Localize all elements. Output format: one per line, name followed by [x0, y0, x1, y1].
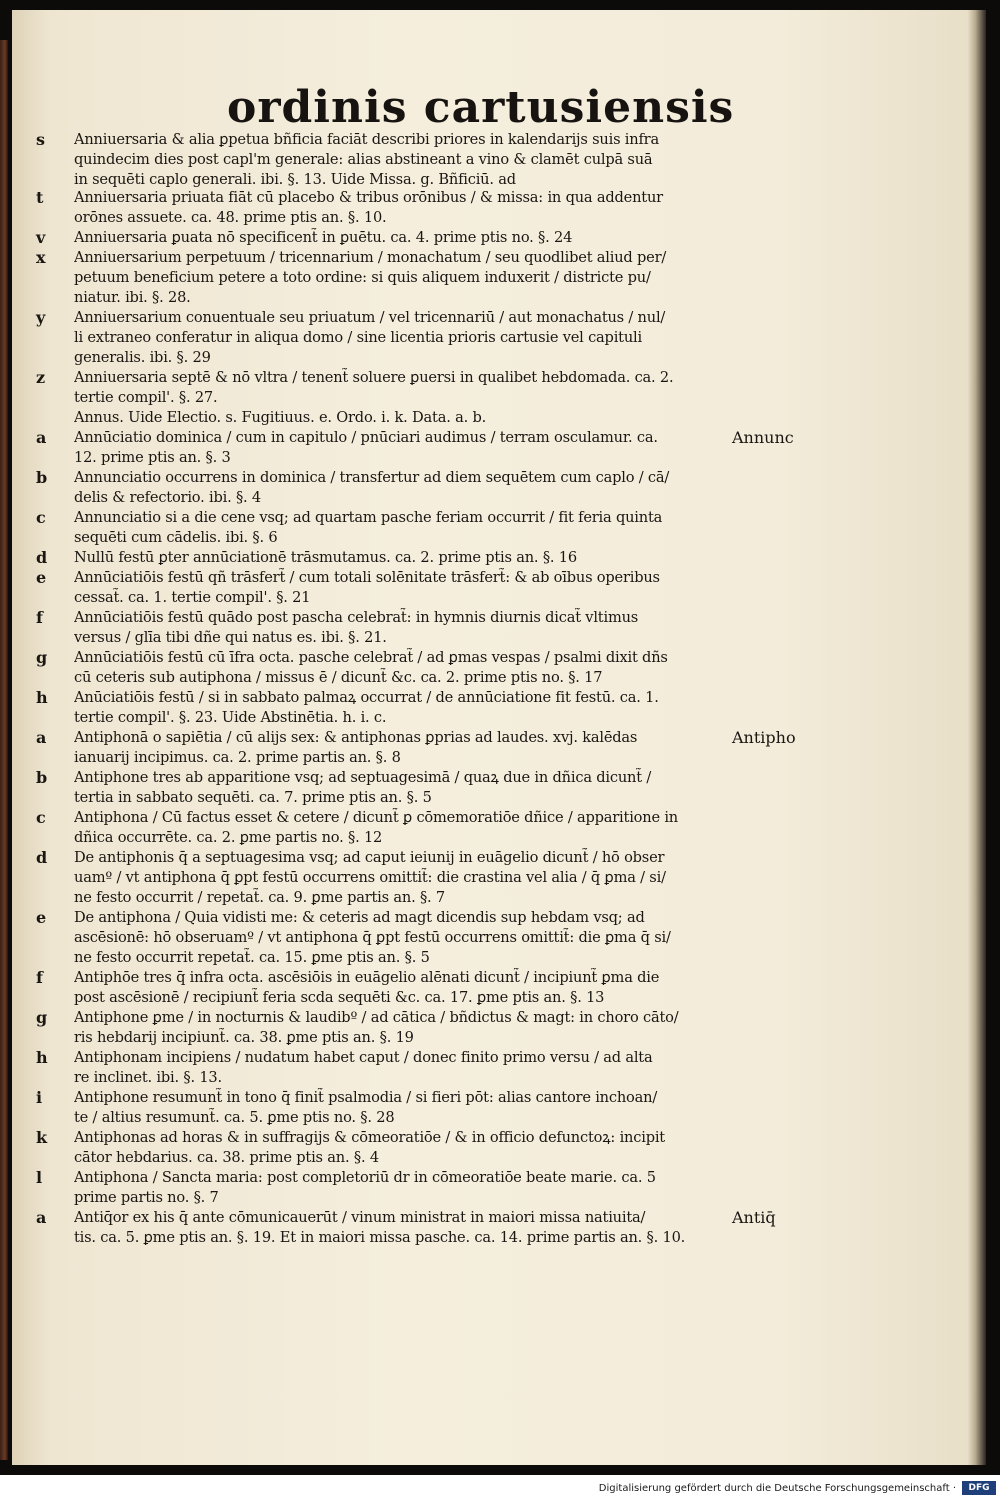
entry-line: Annunciatio occurrens in dominica / transfertur ad diem sequētem cum caplo / cā/: [74, 469, 670, 486]
entry-line: Antiphone tres ab apparitione vsq; ad septuagesimā / quaꝝ due in dñica dicunt̃ /: [74, 769, 652, 786]
entry-line: uamº / vt antiphona q̄ ꝑpt festū occurrens omittit̃: die crastina vel alia / q̄ ꝑma / si/: [74, 869, 666, 886]
entry-line: Anniuersaria & alia ꝑpetua bñficia faciāt describi priores in kalendarijs suis infra: [74, 131, 659, 148]
entry-line: prime partis no. §. 7: [74, 1189, 219, 1206]
entry-line: Antiphona / Cū factus esset & cetere / dicunt̃ ꝑ cōmemoratiōe dñice / apparitione in: [74, 809, 678, 826]
entry-line: tertia in sabbato sequēti. ca. 7. prime ptis an. §. 5: [74, 789, 432, 806]
margin-letter: z: [36, 368, 46, 387]
entry-line: sequēti cum cādelis. ibi. §. 6: [74, 529, 278, 546]
dfg-logo: DFG: [962, 1481, 996, 1495]
entry-line: Antiphona / Sancta maria: post completoriū dr in cōmeoratiōe beate marie. ca. 5: [74, 1169, 656, 1186]
margin-letter: e: [36, 908, 47, 927]
marginal-heading: Annunc: [732, 428, 794, 447]
entry-line: versus / glīa tibi dñe qui natus es. ibi. §. 21.: [74, 629, 387, 646]
entry-line: te / altius resumunt̃. ca. 5. ꝑme ptis no. §. 28: [74, 1109, 395, 1126]
margin-letter: h: [36, 1048, 48, 1067]
margin-letter: t: [36, 188, 44, 207]
entry-line: dñica occurrēte. ca. 2. ꝑme partis no. §. 12: [74, 829, 383, 846]
margin-letter: g: [36, 648, 48, 667]
entry-line: De antiphonis q̄ a septuagesima vsq; ad caput ieiunij in euāgelio dicunt̃ / hō obser: [74, 849, 665, 866]
entry-line: Antiphone resumunt̃ in tono q̄ finit̃ psalmodia / si fieri pōt: alias cantore inchoan/: [74, 1089, 658, 1106]
entry-line: ne festo occurrit repetat̃. ca. 15. ꝑme ptis an. §. 5: [74, 949, 430, 966]
margin-letter: f: [36, 968, 43, 987]
margin-letter: i: [36, 1088, 43, 1107]
funding-credit: Digitalisierung gefördert durch die Deutsche Forschungsgemeinschaft ·: [598, 1483, 956, 1494]
entry-line: De antiphona / Quia vidisti me: & ceteris ad magt dicendis sup hebdam vsq; ad: [74, 909, 645, 926]
entry-line: cū ceteris sub autiphona / missus ē / dicunt̃ &c. ca. 2. prime ptis no. §. 17: [74, 669, 603, 686]
marginal-heading: Antiq̄: [732, 1208, 776, 1227]
margin-letter: v: [36, 228, 46, 247]
entry-line: ascēsionē: hō obseruamº / vt antiphona q̄ ꝑpt festū occurrens omittit̃: die ꝑma q̄ si/: [74, 929, 671, 946]
entry-line: delis & refectorio. ibi. §. 4: [74, 489, 262, 506]
entry-line: Antiphonam incipiens / nudatum habet caput / donec finito primo versu / ad alta: [74, 1049, 653, 1066]
margin-letter: a: [36, 428, 47, 447]
entry-line: ris hebdarij incipiunt̃. ca. 38. ꝑme ptis an. §. 19: [74, 1029, 414, 1046]
margin-letter: a: [36, 728, 47, 747]
entry-line: Annūciatiōis festū quādo post pascha celebrat̃: in hymnis diurnis dicat̃ vltimus: [74, 609, 639, 626]
margin-letter: f: [36, 608, 43, 627]
entry-line: Anūciatiōis festū / si in sabbato palmaꝝ occurrat / de annūciatione fit festū. ca. 1.: [74, 689, 659, 706]
entry-line: Anniuersaria ꝑuata nō specificent̃ in ꝑuētu. ca. 4. prime ptis no. §. 24: [74, 229, 573, 246]
entry-line: Antiq̄or ex his q̄ ante cōmunicauerūt / vinum ministrat in maiori missa natiuita/: [74, 1209, 646, 1226]
entry-line: orōnes assuete. ca. 48. prime ptis an. §. 10.: [74, 209, 387, 226]
entry-line: Anniuersarium conuentuale seu priuatum / vel tricennariū / aut monachatus / nul/: [74, 309, 666, 326]
margin-letter: a: [36, 1208, 47, 1227]
entry-line: cātor hebdarius. ca. 38. prime ptis an. §. 4: [74, 1149, 379, 1166]
entry-line: Antiphonas ad horas & in suffragijs & cōmeoratiōe / & in officio defunctoꝝ: incipit: [74, 1129, 665, 1146]
margin-letter: e: [36, 568, 47, 587]
margin-letter: k: [36, 1128, 48, 1147]
entry-line: tertie compil'. §. 23. Uide Abstinētia. h. i. c.: [74, 709, 387, 726]
margin-letter: d: [36, 848, 48, 867]
page-title: ordinis cartusiensis: [227, 82, 735, 133]
entry-line: re inclinet. ibi. §. 13.: [74, 1069, 222, 1086]
entry-line: cessat̃. ca. 1. tertie compil'. §. 21: [74, 589, 311, 606]
entry-line: in sequēti caplo generali. ibi. §. 13. Uide Missa. g. Bñficiū. ad: [74, 171, 516, 188]
entry-line: niatur. ibi. §. 28.: [74, 289, 191, 306]
book-page: [12, 10, 972, 1465]
margin-letter: y: [36, 308, 46, 327]
entry-line: Antiphōe tres q̄ infra octa. ascēsiōis in euāgelio alēnati dicunt̃ / incipiunt̃ ꝑma die: [74, 969, 660, 986]
entry-line: Annunciatio si a die cene vsq; ad quartam pasche feriam occurrit / fit feria quinta: [74, 509, 663, 526]
margin-letter: c: [36, 508, 46, 527]
entry-line: tis. ca. 5. ꝑme ptis an. §. 19. Et in maiori missa pasche. ca. 14. prime partis an. §. 10.: [74, 1229, 686, 1246]
entry-line: tertie compil'. §. 27.: [74, 389, 218, 406]
margin-letter: g: [36, 1008, 48, 1027]
entry-line: post ascēsionē / recipiunt̃ feria scda sequēti &c. ca. 17. ꝑme ptis an. §. 13: [74, 989, 605, 1006]
entry-line: petuum beneficium petere a toto ordine: si quis aliquem induxerit / districte pu/: [74, 269, 651, 286]
entry-line: generalis. ibi. §. 29: [74, 349, 211, 366]
entry-line: Antiphonā o sapiētia / cū alijs sex: & antiphonas ꝑprias ad laudes. xvj. kalēdas: [74, 729, 638, 746]
entry-line: Anniuersarium perpetuum / tricennarium / monachatum / seu quodlibet aliud per/: [74, 249, 667, 266]
margin-letter: l: [36, 1168, 43, 1187]
entry-line: ianuarij incipimus. ca. 2. prime partis an. §. 8: [74, 749, 401, 766]
entry-line: Anniuersaria priuata fiāt cū placebo & tribus orōnibus / & missa: in qua addentur: [74, 189, 663, 206]
entry-line: quindecim dies post capl'm generale: alias abstineant a vino & clamēt culpā suā: [74, 151, 653, 168]
entry-line: Annūciatio dominica / cum in capitulo / pnūciari audimus / terram osculamur. ca.: [74, 429, 658, 446]
entry-line: Annus. Uide Electio. s. Fugitiuus. e. Ordo. i. k. Data. a. b.: [74, 409, 487, 426]
margin-letter: h: [36, 688, 48, 707]
margin-letter: b: [36, 468, 48, 487]
marginal-heading: Antipho: [732, 728, 796, 747]
margin-letter: s: [36, 130, 46, 149]
entry-line: Annūciatiōis festū qñ trāsfert̃ / cum totali solēnitate trāsfert̃: & ab oībus operibus: [74, 569, 660, 586]
entry-line: 12. prime ptis an. §. 3: [74, 449, 231, 466]
page-edge: [968, 10, 986, 1465]
margin-letter: c: [36, 808, 46, 827]
entry-line: Anniuersaria septē & nō vltra / tenent̃ soluere ꝑuersi in qualibet hebdomada. ca. 2.: [74, 369, 674, 386]
entry-line: Nullū festū ꝑter annūciationē trāsmutamus. ca. 2. prime ptis an. §. 16: [74, 549, 577, 566]
entry-line: li extraneo conferatur in aliqua domo / sine licentia prioris cartusie vel capituli: [74, 329, 642, 346]
book-spine: [0, 40, 8, 1460]
margin-letter: b: [36, 768, 48, 787]
entry-line: ne festo occurrit / repetat̃. ca. 9. ꝑme partis an. §. 7: [74, 889, 446, 906]
entry-line: Antiphone ꝑme / in nocturnis & laudibº / ad cātica / bñdictus & magt: in choro cāto/: [74, 1009, 679, 1026]
entry-line: Annūciatiōis festū cū īfra octa. pasche celebrat̃ / ad ꝑmas vespas / psalmi dixit dñs: [74, 649, 668, 666]
margin-letter: x: [36, 248, 46, 267]
margin-letter: d: [36, 548, 48, 567]
